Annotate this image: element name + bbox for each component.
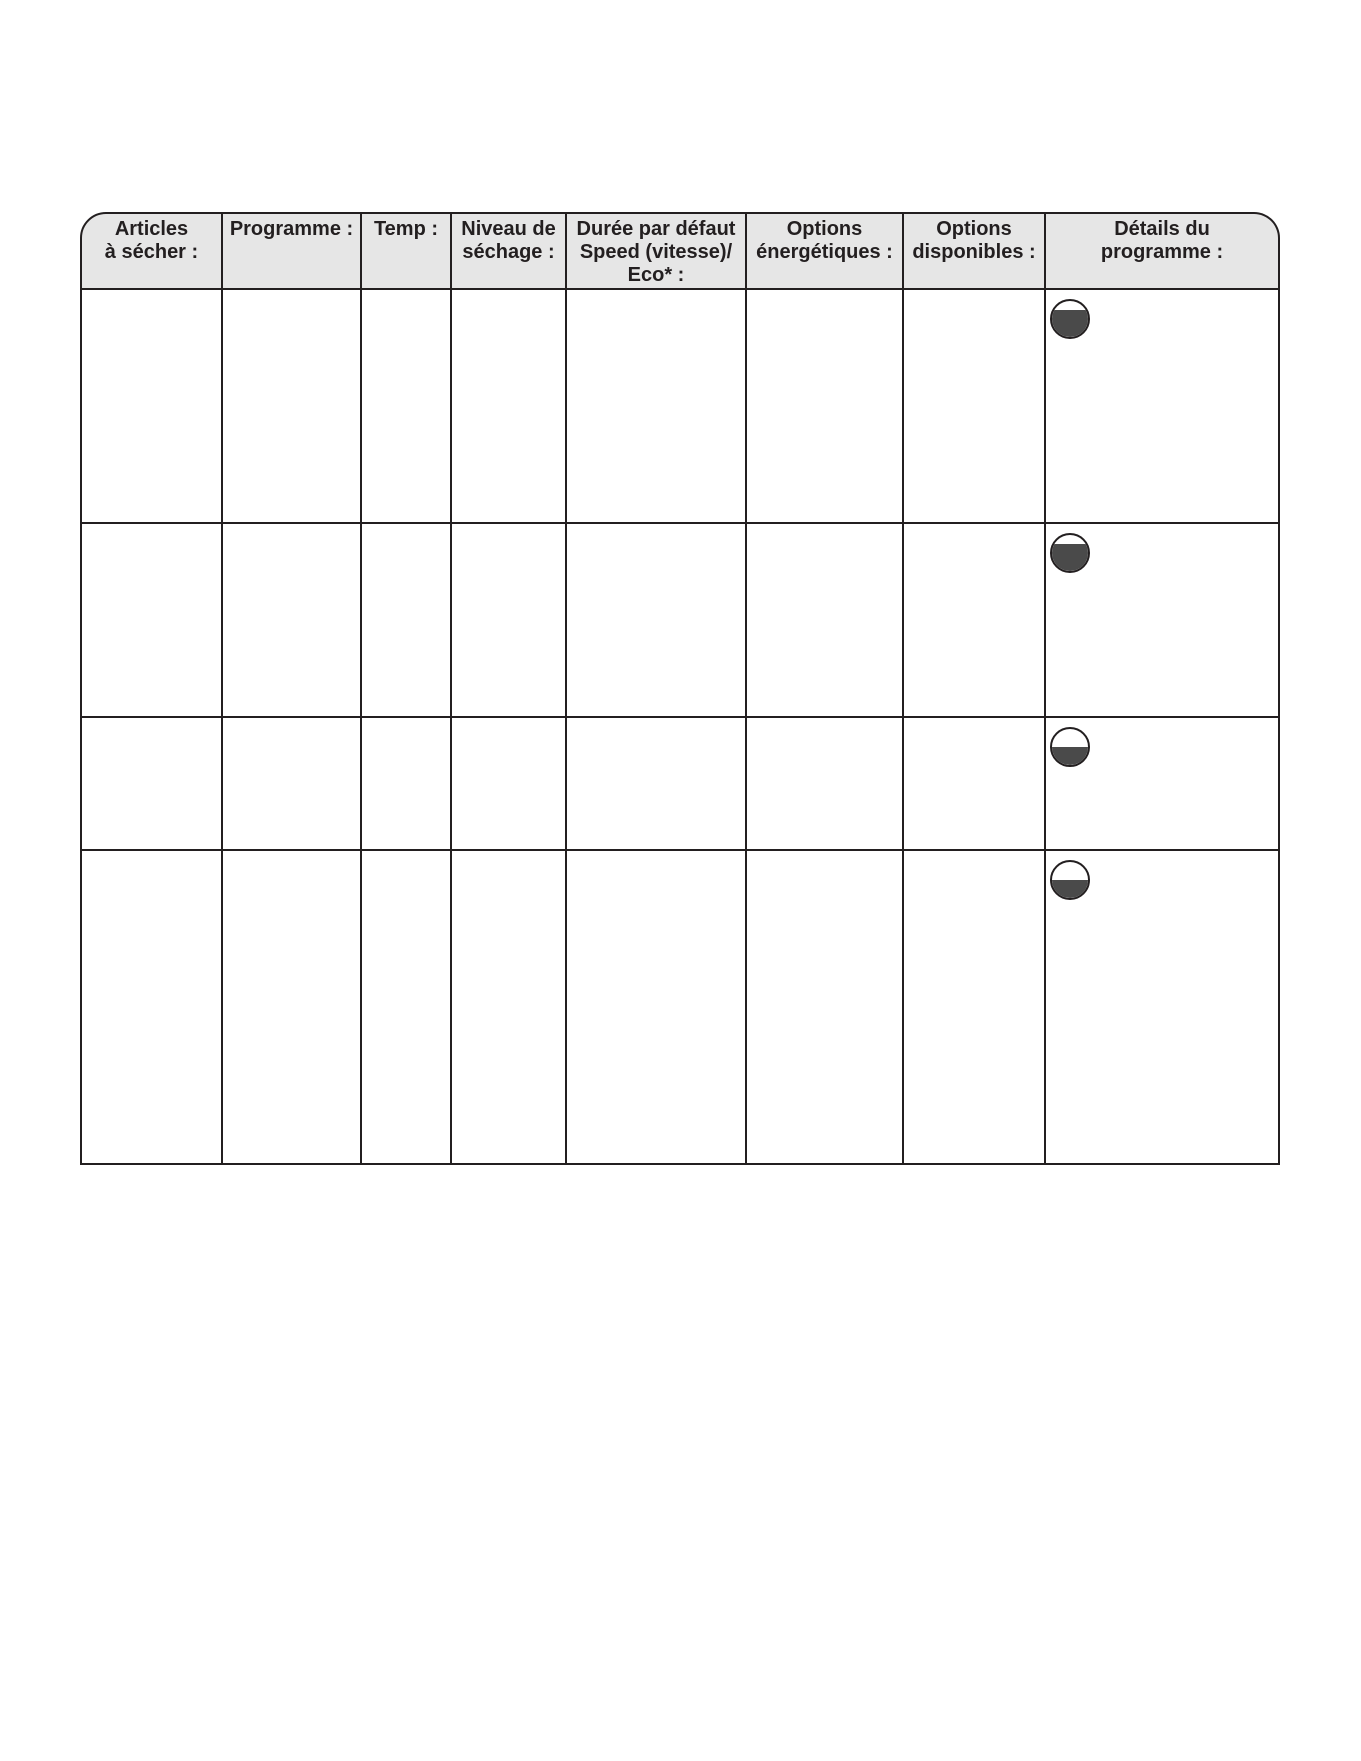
header-default-duration (567, 212, 747, 290)
cell-duration (567, 524, 747, 718)
dryness-level-fill (1052, 880, 1088, 898)
dryness-level-icon (1050, 533, 1090, 573)
cell-temp (362, 718, 452, 851)
cell-temp (362, 851, 452, 1165)
cell-cycle (223, 718, 362, 851)
header-items-to-dry (80, 212, 223, 290)
dryness-level-icon (1050, 860, 1090, 900)
cell-items (80, 290, 223, 524)
dryness-level-fill (1052, 747, 1088, 765)
cell-energy-options (747, 524, 904, 718)
cell-dryness (452, 718, 567, 851)
cell-details (1046, 718, 1280, 851)
header-line: Programme : (229, 218, 354, 240)
header-line: Temp : (373, 218, 439, 240)
header-line: Options (936, 218, 1012, 240)
header-line: énergétiques : (756, 241, 893, 263)
header-line: Articles (114, 218, 189, 240)
header-line: programme : (1100, 241, 1224, 263)
table-row (80, 851, 1280, 1165)
cell-cycle (223, 851, 362, 1165)
cell-items (80, 524, 223, 718)
header-line: Niveau de (461, 218, 556, 240)
cell-items (80, 851, 223, 1165)
cell-dryness (452, 851, 567, 1165)
dryness-level-fill (1052, 310, 1088, 337)
header-row (80, 212, 1280, 290)
table-row (80, 290, 1280, 524)
dryness-level-icon (1050, 727, 1090, 767)
dryness-level-icon (1050, 299, 1090, 339)
cycle-guide-table-wrapper (80, 212, 1280, 1165)
cell-available-options (904, 851, 1046, 1165)
cell-energy-options (747, 718, 904, 851)
cell-energy-options (747, 290, 904, 524)
cell-temp (362, 290, 452, 524)
table-row (80, 524, 1280, 718)
cell-details (1046, 851, 1280, 1165)
header-line: à sécher : (104, 241, 199, 263)
cell-dryness (452, 524, 567, 718)
header-line: Détails du (1114, 218, 1210, 240)
cell-dryness (452, 290, 567, 524)
cell-cycle (223, 290, 362, 524)
cell-energy-options (747, 851, 904, 1165)
cell-details (1046, 524, 1280, 718)
header-line: Eco* : (627, 264, 685, 286)
header-line: Speed (vitesse)/ (579, 241, 733, 263)
header-available-options (904, 212, 1046, 290)
header-dryness-level (452, 212, 567, 290)
cell-duration (567, 718, 747, 851)
header-temp (362, 212, 452, 290)
cell-duration (567, 851, 747, 1165)
header-line: séchage : (462, 241, 555, 263)
header-cycle (223, 212, 362, 290)
cell-items (80, 718, 223, 851)
cycle-guide-table (80, 212, 1280, 1165)
cell-available-options (904, 524, 1046, 718)
cell-temp (362, 524, 452, 718)
dryness-level-fill (1052, 544, 1088, 571)
header-cycle-details (1046, 212, 1280, 290)
cell-available-options (904, 718, 1046, 851)
cell-available-options (904, 290, 1046, 524)
header-energy-options (747, 212, 904, 290)
header-line: Durée par défaut (576, 218, 736, 240)
cell-cycle (223, 524, 362, 718)
header-line: Options (786, 218, 863, 240)
cell-details (1046, 290, 1280, 524)
header-line: disponibles : (912, 241, 1036, 263)
table-row (80, 718, 1280, 851)
cell-duration (567, 290, 747, 524)
